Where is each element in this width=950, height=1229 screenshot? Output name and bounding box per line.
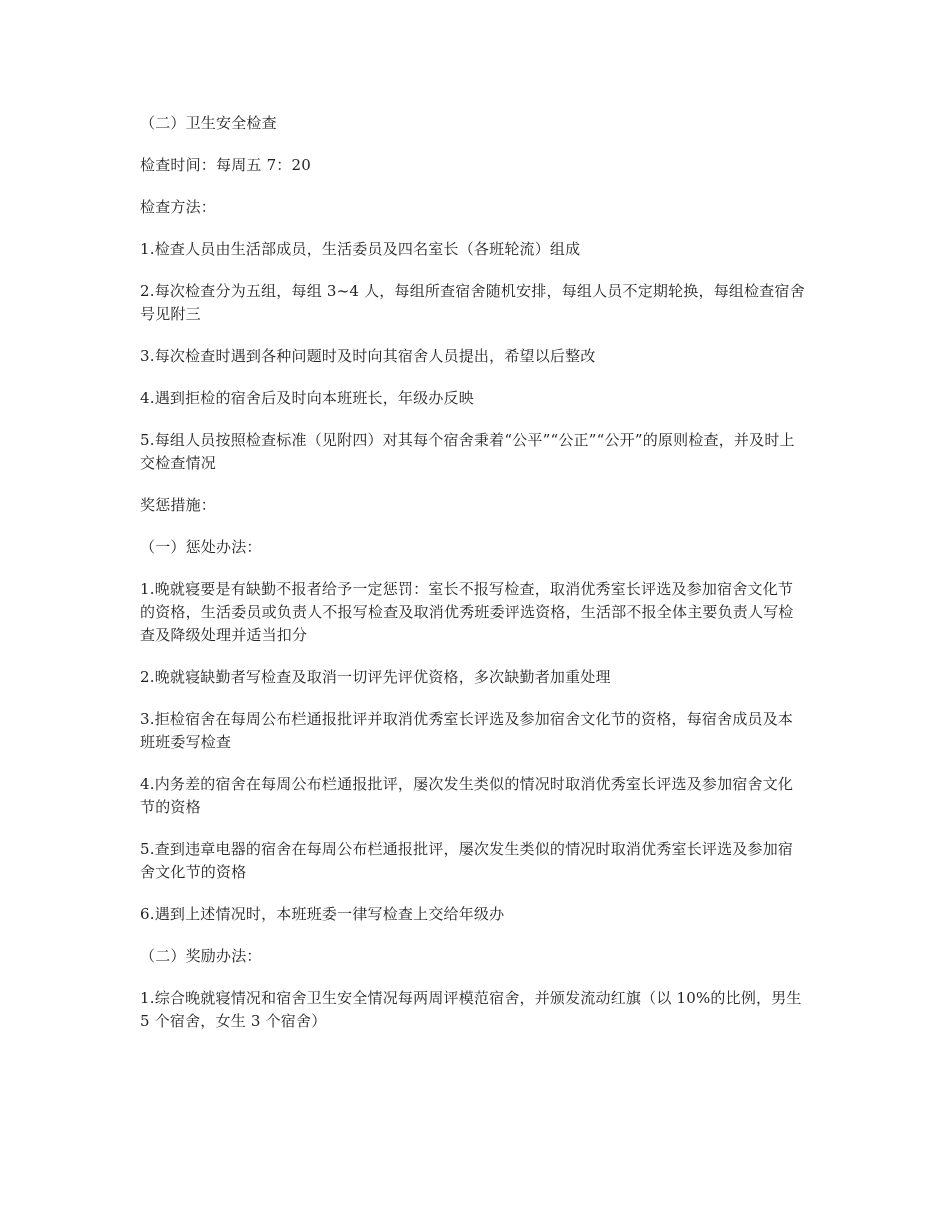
document-page <box>140 112 808 1051</box>
section-heading-hygiene-safety: （二）卫生安全检查 <box>140 114 277 132</box>
inspection-method-heading: 检查方法： <box>140 198 217 216</box>
penalty-item-3: 3.拒检宿舍在每周公布栏通报批评并取消优秀室长评选及参加宿舍文化节的资格，每宿舍成员及本班班委写检查 <box>140 710 794 751</box>
rewards-penalties-heading: 奖惩措施： <box>140 496 217 514</box>
method-item-1: 1.检查人员由生活部成员，生活委员及四名室长（各班轮流）组成 <box>140 240 581 258</box>
penalty-item-1: 1.晚就寝要是有缺勤不报者给予一定惩罚：室长不报写检查，取消优秀室长评选及参加宿舍文化节的资格，生活委员或负责人不报写检查及取消优秀班委评选资格，生活部不报全体主要负责人写检查及降级处理并适当扣分 <box>140 580 794 644</box>
penalty-item-2: 2.晚就寝缺勤者写检查及取消一切评先评优资格，多次缺勤者加重处理 <box>140 668 611 686</box>
method-item-4: 4.遇到拒检的宿舍后及时向本班班长，年级办反映 <box>140 389 474 407</box>
reward-item-1: 1.综合晚就寝情况和宿舍卫生安全情况每两周评模范宿舍，并颁发流动红旗（以 10%的比例，男生 5 个宿舍，女生 3 个宿舍） <box>140 989 802 1030</box>
penalty-item-4: 4.内务差的宿舍在每周公布栏通报批评，屡次发生类似的情况时取消优秀室长评选及参加宿舍文化节的资格 <box>140 775 794 816</box>
method-item-3: 3.每次检查时遇到各种问题时及时向其宿舍人员提出，希望以后整改 <box>140 347 596 365</box>
inspection-time: 检查时间：每周五 7：20 <box>140 156 311 174</box>
penalty-item-5: 5.查到违章电器的宿舍在每周公布栏通报批评，屡次发生类似的情况时取消优秀室长评选及参加宿舍文化节的资格 <box>140 840 794 881</box>
penalty-section-heading: （一）惩处办法： <box>140 538 262 556</box>
penalty-item-6: 6.遇到上述情况时，本班班委一律写检查上交给年级办 <box>140 905 505 923</box>
method-item-2: 2.每次检查分为五组，每组 3~4 人，每组所查宿舍随机安排，每组人员不定期轮换，每组检查宿舍号见附三 <box>140 282 805 323</box>
method-item-5: 5.每组人员按照检查标准（见附四）对其每个宿舍秉着“公平”“公正”“公开”的原则检查，并及时上交检查情况 <box>140 431 795 472</box>
reward-section-heading: （二）奖励办法： <box>140 947 262 965</box>
